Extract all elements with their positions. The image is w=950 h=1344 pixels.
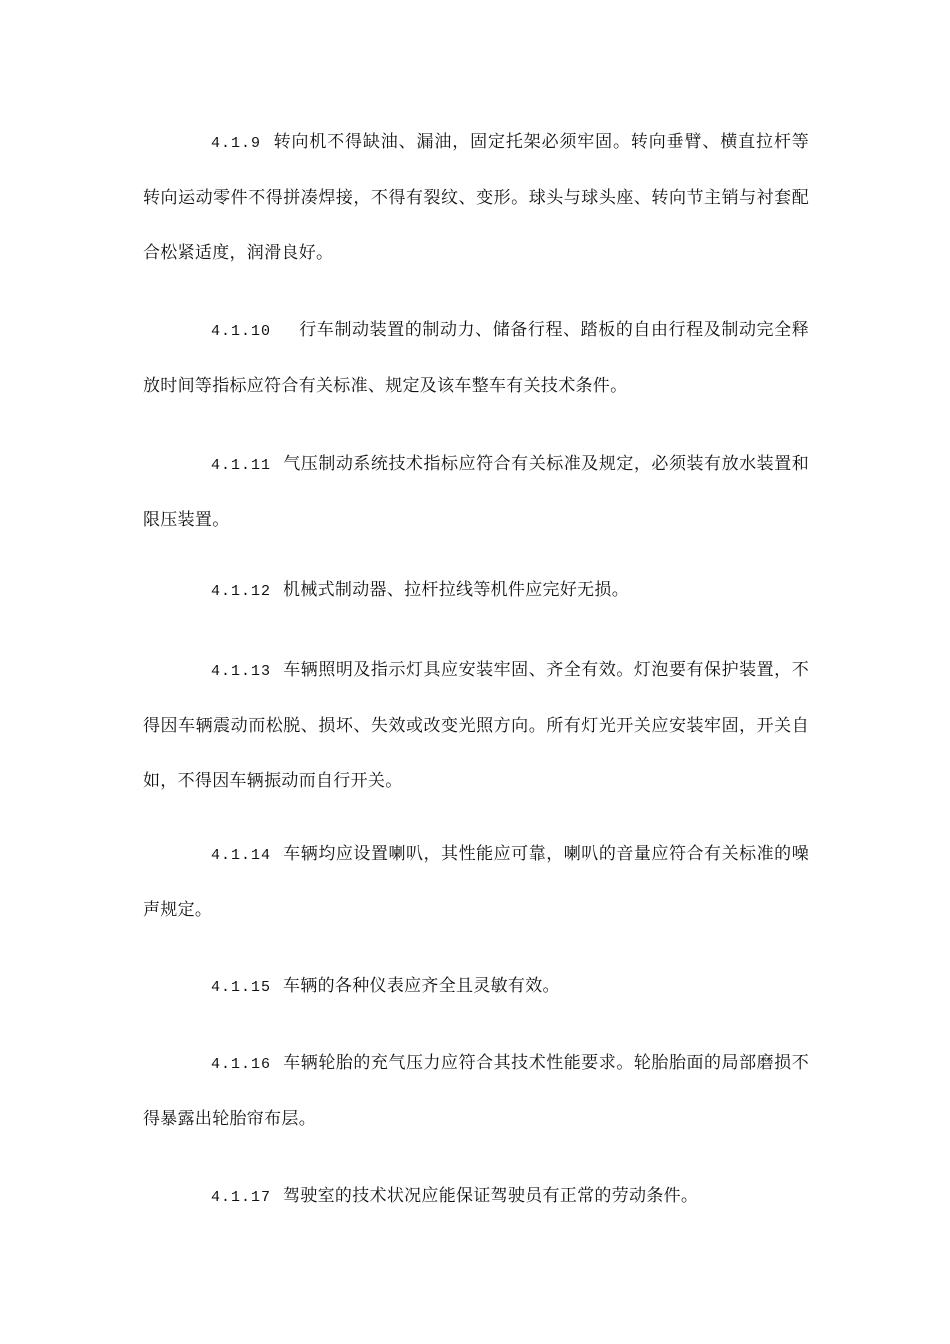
clause-number: 4.1.11 xyxy=(211,457,272,474)
clause-4-1-14 xyxy=(143,827,809,938)
clause-text: 车辆轮胎的充气压力应符合其技术性能要求。轮胎胎面的局部磨损不得暴露出轮胎帘布层。 xyxy=(143,1053,809,1129)
clause-4-1-16 xyxy=(143,1036,809,1147)
clause-number: 4.1.14 xyxy=(211,847,272,864)
clause-number: 4.1.12 xyxy=(211,583,272,600)
clause-number: 4.1.17 xyxy=(211,1189,272,1206)
clause-text: 车辆的各种仪表应齐全且灵敏有效。 xyxy=(283,976,560,996)
clause-text: 驾驶室的技术状况应能保证驾驶员有正常的劳动条件。 xyxy=(283,1186,699,1206)
clause-number: 4.1.15 xyxy=(211,979,272,996)
clause-text: 转向机不得缺油、漏油，固定托架必须牢固。转向垂臂、横直拉杆等转向运动零件不得拼凑焊接，不得有裂纹、变形。球头与球头座、转向节主销与衬套配合松紧适度，润滑良好。 xyxy=(143,132,809,263)
clause-4-1-13 xyxy=(143,643,809,809)
clause-4-1-15 xyxy=(143,959,809,1015)
clause-number: 4.1.9 xyxy=(211,135,262,152)
clause-text: 车辆均应设置喇叭，其性能应可靠，喇叭的音量应符合有关标准的噪声规定。 xyxy=(143,844,809,920)
clause-4-1-11 xyxy=(143,437,809,548)
clause-4-1-12 xyxy=(143,563,809,619)
clause-number: 4.1.10 xyxy=(211,323,272,340)
clause-text: 车辆照明及指示灯具应安装牢固、齐全有效。灯泡要有保护装置，不得因车辆震动而松脱、损坏、失效或改变光照方向。所有灯光开关应安装牢固，开关自如，不得因车辆振动而自行开关。 xyxy=(143,660,809,791)
clause-4-1-17 xyxy=(143,1169,809,1225)
clause-4-1-10 xyxy=(143,303,809,414)
clause-text: 气压制动系统技术指标应符合有关标准及规定，必须装有放水装置和限压装置。 xyxy=(143,454,809,530)
clause-4-1-9 xyxy=(143,115,809,281)
clause-text: 行车制动装置的制动力、储备行程、踏板的自由行程及制动完全释放时间等指标应符合有关标准、规定及该车整车有关技术条件。 xyxy=(143,320,809,396)
clause-number: 4.1.13 xyxy=(211,663,272,680)
clause-text: 机械式制动器、拉杆拉线等机件应完好无损。 xyxy=(283,580,630,600)
clause-number: 4.1.16 xyxy=(211,1056,272,1073)
